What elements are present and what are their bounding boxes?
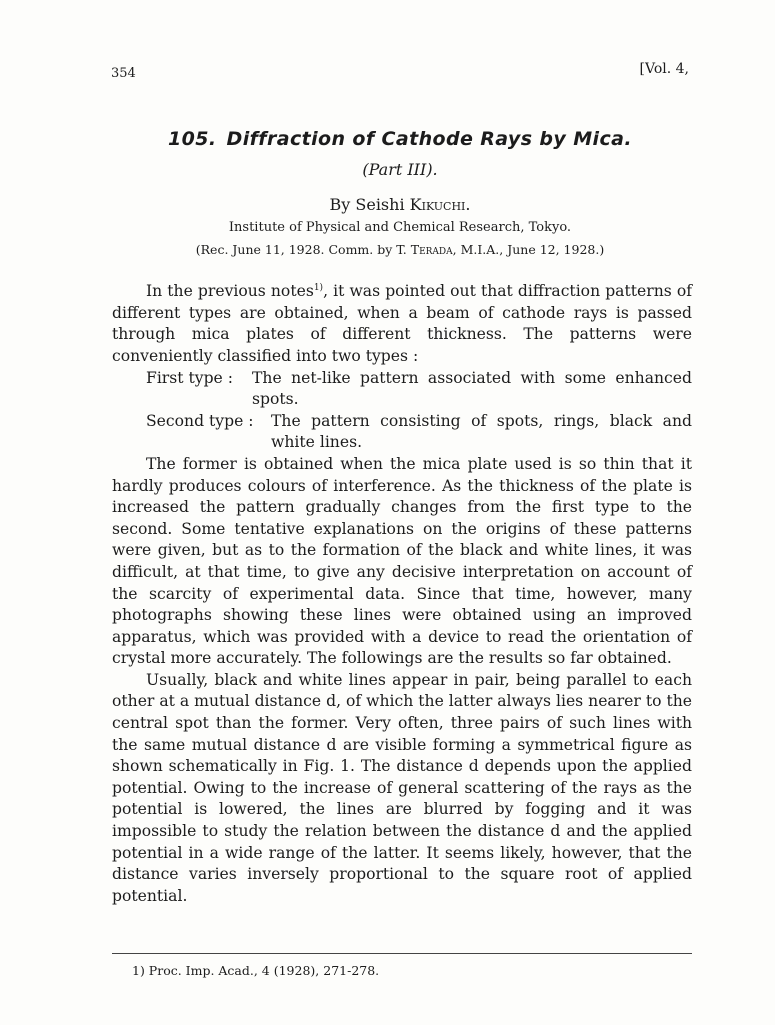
paragraph-1: [112, 278, 692, 368]
second-type-desc: The pattern consisting of spots, rings, black and white lines.: [271, 411, 692, 452]
article-title: [0, 128, 775, 150]
received-post: , M.I.A., June 12, 1928.): [452, 242, 605, 257]
author-surname: Kikuchi.: [409, 195, 471, 214]
second-type-label: Second type :: [146, 411, 254, 430]
communicator: Terada: [410, 242, 453, 257]
first-type-label: First type :: [146, 368, 233, 387]
volume-label: [Vol. 4,: [639, 61, 689, 77]
institution: Institute of Physical and Chemical Research, Tokyo.: [228, 220, 572, 235]
paragraph-3: Usually, black and white lines appear in pair, being parallel to each other at a mutual distance d, of which the latter always lies nearer to the central spot than the former. Very often, three pairs of such lines with the same mutual distance d are visible forming a symmetrical figure as shown schematically in Fig. 1. The distance d depends upon the applied potential. Owing to the increase of general scattering of the rays as the potential is lowered, the lines are blurred by fogging and it was impossible to study the relation between the distance d and the applied potential in a wide range of the latter. It seems likely, however, that the distance varies inversely proportional to the square root of applied potential.: [112, 670, 692, 905]
body-text: [112, 278, 692, 907]
first-type-desc: The net-like pattern associated with some enhanced spots.: [252, 368, 692, 409]
article-title-text: Diffraction of Cathode Rays by Mica.: [226, 128, 632, 150]
byline: [0, 195, 775, 214]
footnote-rule: [112, 953, 692, 954]
first-type-row: [146, 368, 692, 411]
paragraph-1-post: , it was pointed out that diffraction patterns of different types are obtained, when a beam of cathode rays is passed through mica plates of different thickness. The patterns were conveniently classified into two types :: [112, 282, 692, 365]
received-line: [0, 242, 775, 257]
article-part: (Part III).: [362, 160, 438, 179]
page-number: 354: [111, 66, 136, 81]
footnote-ref: 1): [313, 283, 324, 293]
paragraph-1-pre: In the previous notes: [146, 282, 314, 301]
paragraph-2: The former is obtained when the mica plate used is so thin that it hardly produces colours of interference. As the thickness of the plate is increased the pattern gradually changes from the first type to the second. Some tentative explanations on the origins of these patterns were given, but as to the formation of the black and white lines, it was difficult, at that time, to give any decisive interpretation on account of the scarcity of experimental data. Since that time, however, many photographs showing these lines were obtained using an improved apparatus, which was provided with a device to read the orientation of crystal more accurately. The followings are the results so far obtained.: [112, 454, 692, 668]
byline-prefix: By Seishi: [329, 195, 405, 214]
second-type-row: [146, 411, 692, 454]
footnote: 1) Proc. Imp. Acad., 4 (1928), 271-278.: [132, 963, 380, 978]
received-pre: (Rec. June 11, 1928. Comm. by T.: [195, 242, 407, 257]
article-number: 105.: [168, 128, 217, 150]
